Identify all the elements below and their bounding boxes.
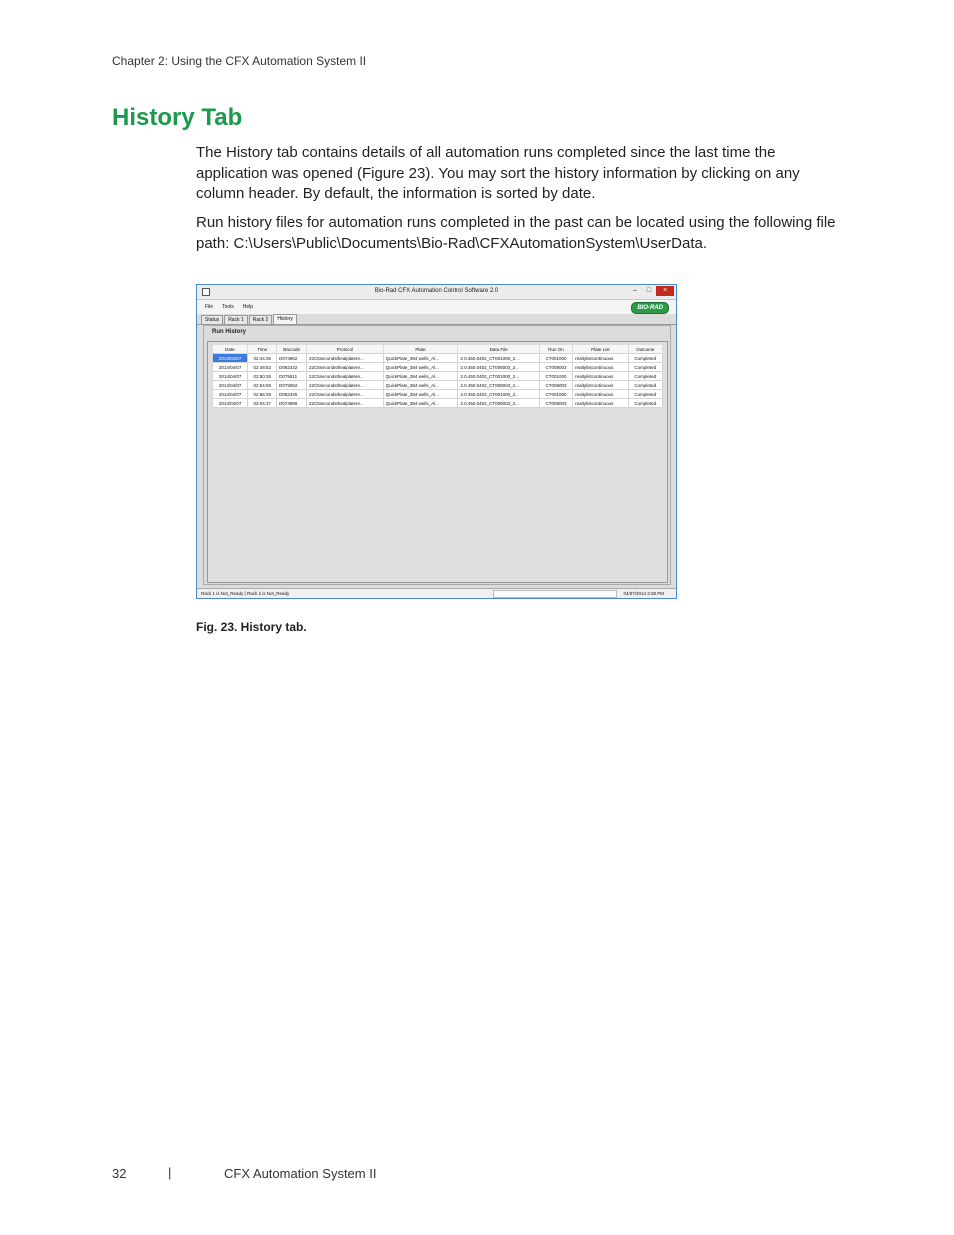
close-icon[interactable]: ×: [656, 286, 674, 296]
table-cell: CT008003: [539, 381, 572, 390]
table-cell: realtylistcontinuous: [573, 354, 628, 363]
menu-file[interactable]: File: [205, 304, 214, 310]
body-paragraph: The History tab contains details of all automation runs completed since the last time the application was opened (Figure 23). You may sort the history information by clicking on any column header. By default, the information is sorted by date.: [196, 144, 800, 202]
status-bar: [197, 588, 676, 598]
table-cell: D075911: [277, 372, 307, 381]
table-cell: 2014/04/07: [213, 372, 248, 381]
table-cell: 2014/04/07: [213, 354, 248, 363]
column-header-plate-list[interactable]: Plate List: [573, 345, 628, 354]
table-cell: Completed: [628, 390, 662, 399]
run-history-table: [212, 345, 663, 408]
table-cell: 02:54:59: [248, 381, 277, 390]
table-row[interactable]: [213, 390, 663, 399]
table-cell: realtylistcontinuous: [573, 381, 628, 390]
window-titlebar: [197, 285, 676, 300]
table-header-row: [213, 345, 663, 354]
table-cell: 22C5secondsthealplatere...: [307, 354, 384, 363]
column-header-outcome[interactable]: Outcome: [628, 345, 662, 354]
window-controls: [628, 286, 674, 296]
figure-caption: Fig. 23. History tab.: [196, 620, 307, 634]
column-header-plate[interactable]: Plate: [383, 345, 458, 354]
maximize-icon[interactable]: □: [646, 287, 652, 294]
table-cell: D082325: [277, 390, 307, 399]
tab-bar: [197, 314, 676, 325]
history-tab-screenshot: [196, 284, 677, 599]
table-cell: Completed: [628, 399, 662, 408]
table-row[interactable]: [213, 354, 663, 363]
table-cell: QuickPlate_384 wells_Al...: [383, 399, 458, 408]
column-header-protocol[interactable]: Protocol: [307, 345, 384, 354]
table-row[interactable]: [213, 381, 663, 390]
table-cell: 2.0.450.0402_CT008003_2...: [458, 399, 539, 408]
body-paragraph: Run history files for automation runs completed in the past can be located using the following file path: C:\Users\Public\Documents\Bio-Rad\CFXAutomationSystem\UserData.: [196, 214, 836, 252]
table-cell: CT001000: [539, 354, 572, 363]
column-header-time[interactable]: Time: [248, 345, 277, 354]
tab-rack-1[interactable]: Rack 1: [224, 315, 248, 324]
bio-rad-logo: BIO-RAD: [631, 302, 669, 314]
menu-help[interactable]: Help: [242, 304, 254, 310]
table-cell: 02:44:36: [248, 354, 277, 363]
footer-title: CFX Automation System II: [224, 1166, 377, 1181]
table-cell: realtylistcontinuous: [573, 390, 628, 399]
table-cell: D074862: [277, 354, 307, 363]
column-header-run-on[interactable]: Run On: [539, 345, 572, 354]
running-head: Chapter 2: Using the CFX Automation System II: [112, 54, 367, 68]
menu-tools[interactable]: Tools: [222, 304, 234, 310]
window-title: Bio-Rad CFX Automation Control Software 2.0: [374, 288, 499, 294]
table-cell: 02:48:52: [248, 363, 277, 372]
table-cell: 2.0.450.0402_CT008003_2...: [458, 381, 539, 390]
table-row[interactable]: [213, 363, 663, 372]
tab-status[interactable]: Status: [201, 315, 223, 324]
table-row[interactable]: [213, 399, 663, 408]
table-cell: realtylistcontinuous: [573, 372, 628, 381]
table-cell: Completed: [628, 372, 662, 381]
table-cell: 02:50:26: [248, 372, 277, 381]
table-cell: D074889: [277, 399, 307, 408]
page-number: 32: [112, 1166, 127, 1181]
table-cell: 22C5secondsthealplatere...: [307, 363, 384, 372]
tab-rack-2[interactable]: Rack 2: [249, 315, 273, 324]
table-cell: CT008003: [539, 363, 572, 372]
table-cell: CT001000: [539, 390, 572, 399]
table-cell: 03:04:37: [248, 399, 277, 408]
table-cell: 2014/04/07: [213, 390, 248, 399]
table-cell: QuickPlate_384 wells_Al...: [383, 372, 458, 381]
table-cell: D082342: [277, 363, 307, 372]
table-cell: QuickPlate_384 wells_Al...: [383, 363, 458, 372]
table-cell: 22C5secondsthealplatere...: [307, 390, 384, 399]
table-cell: realtylistcontinuous: [573, 399, 628, 408]
table-cell: D075952: [277, 381, 307, 390]
panel-title: Run History: [212, 329, 247, 335]
table-cell: 2.0.450.0402_CT001000_2...: [458, 390, 539, 399]
footer-separator: |: [168, 1165, 172, 1180]
table-cell: 22C5secondsthealplatere...: [307, 399, 384, 408]
minimize-icon[interactable]: –: [633, 287, 637, 294]
section-title: History Tab: [112, 104, 243, 131]
run-history-panel: [203, 325, 671, 585]
table-cell: Completed: [628, 363, 662, 372]
table-cell: 2.0.450.0402_CT001000_2...: [458, 372, 539, 381]
table-cell: 2014/04/07: [213, 381, 248, 390]
table-cell: realtylistcontinuous: [573, 363, 628, 372]
tab-history[interactable]: History: [273, 314, 297, 324]
table-cell: Completed: [628, 354, 662, 363]
status-time: 04/07/2014 3:38 PM: [623, 591, 664, 596]
table-cell: 2014/04/07: [213, 363, 248, 372]
table-cell: CT008003: [539, 399, 572, 408]
table-cell: 2.0.450.0402_CT001000_2...: [458, 354, 539, 363]
table-cell: QuickPlate_384 wells_Al...: [383, 381, 458, 390]
table-cell: 2.0.450.0402_CT008003_2...: [458, 363, 539, 372]
table-cell: 22C5secondsthealplatere...: [307, 372, 384, 381]
status-field: [493, 590, 617, 598]
table-cell: 02:56:25: [248, 390, 277, 399]
table-cell: QuickPlate_384 wells_Al...: [383, 354, 458, 363]
column-header-date[interactable]: Date: [213, 345, 248, 354]
status-text: Rack 1 is Not_Ready | Rack 2 is Not_Ready: [201, 591, 290, 596]
table-cell: Completed: [628, 381, 662, 390]
table-row[interactable]: [213, 372, 663, 381]
menubar: [197, 300, 676, 314]
table-body: [213, 354, 663, 408]
column-header-barcode[interactable]: Barcode: [277, 345, 307, 354]
table-cell: QuickPlate_384 wells_Al...: [383, 390, 458, 399]
run-history-grid: [207, 341, 668, 583]
table-cell: CT001000: [539, 372, 572, 381]
table-cell: 2014/04/07: [213, 399, 248, 408]
column-header-data-file[interactable]: Data File: [458, 345, 539, 354]
table-cell: 22C5secondsthealplatere...: [307, 381, 384, 390]
